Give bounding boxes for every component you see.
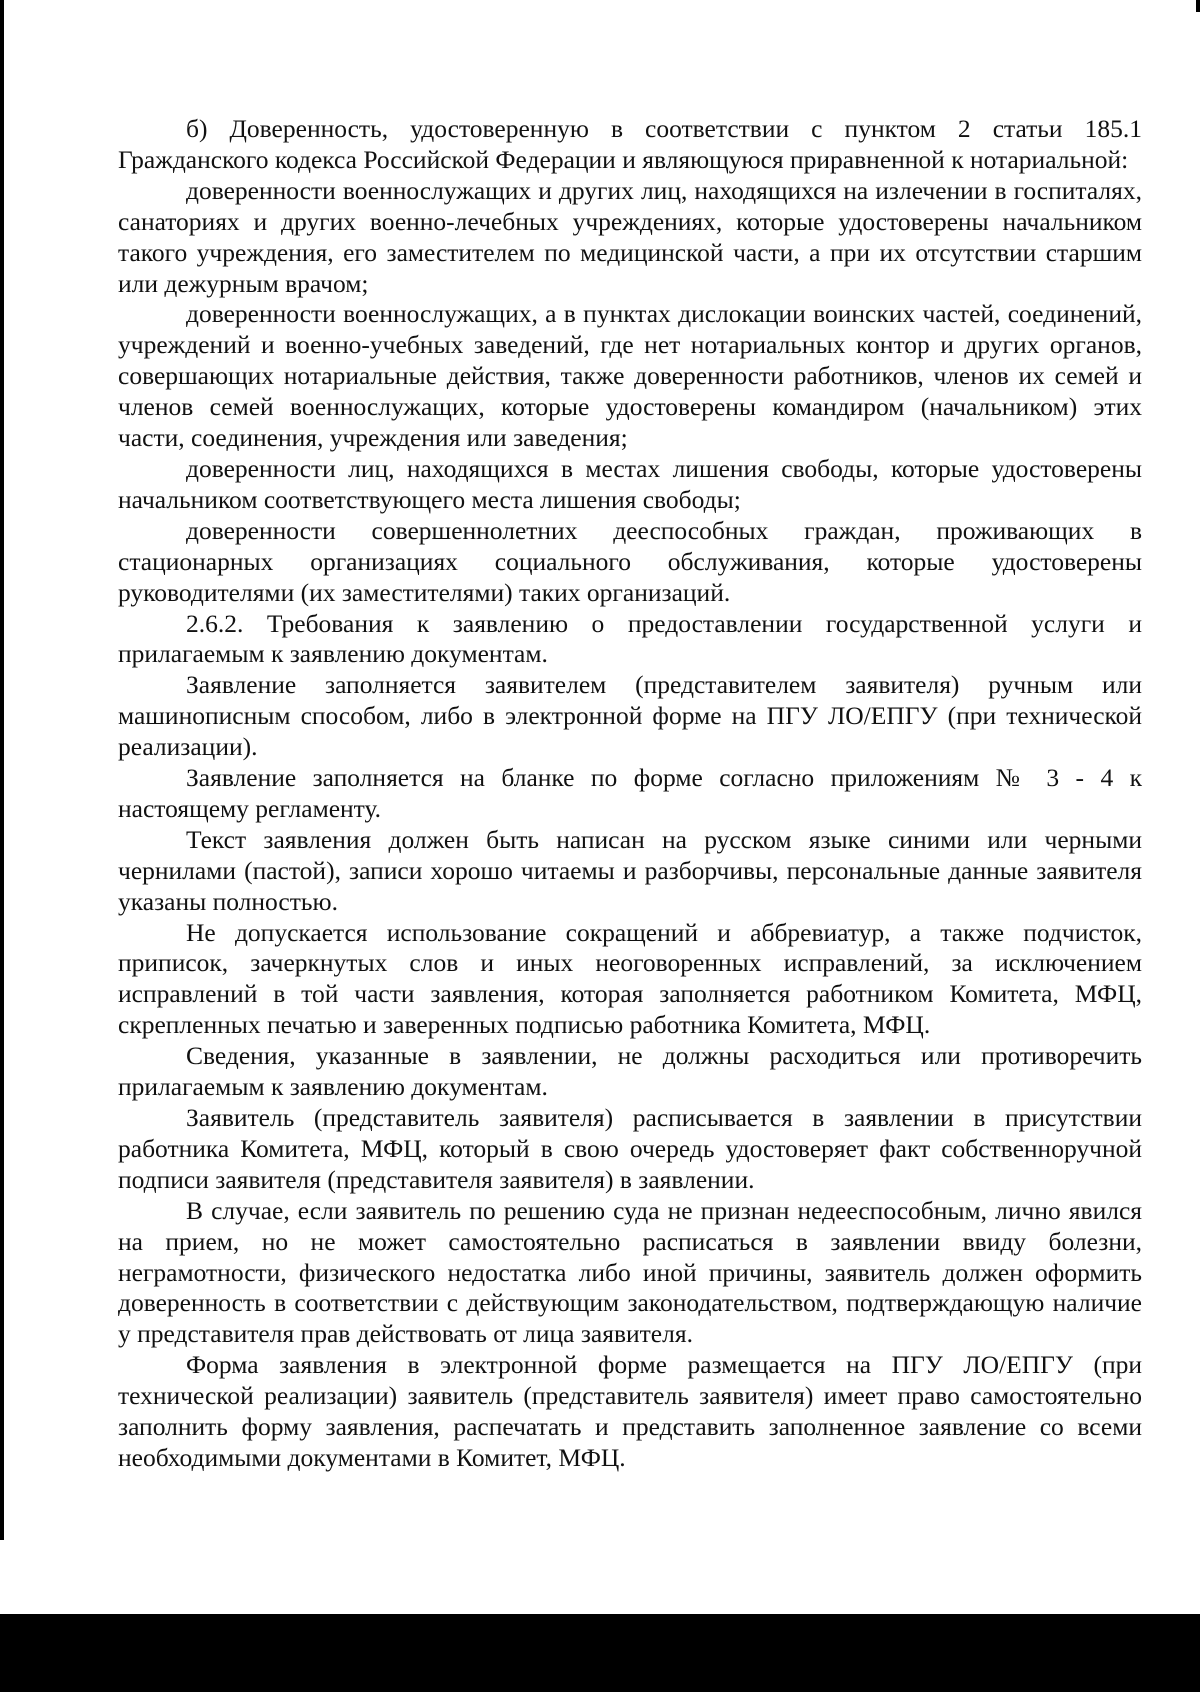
paragraph-4: доверенности лиц, находящихся в местах лишения свободы, которые удостоверены начальником соответствующего места лишения свободы; <box>118 453 1142 514</box>
paragraph-10: Не допускается использование сокращений и аббревиатур, а также подчисток, приписок, зачеркнутых слов и иных неоговоренных исправлений, за исключением исправлений в той части заявления, которая заполняется работником Комитета, МФЦ, скрепленных печатью и заверенных подписью работника Комитета, МФЦ. <box>118 917 1142 1040</box>
scan-left-edge <box>0 0 4 1540</box>
paragraph-2: доверенности военнослужащих и других лиц, находящихся на излечении в госпиталях, санаториях и других военно-лечебных учреждениях, которые удостоверены начальником такого учреждения, его заместителем по медицинской части, а при их отсутствии старшим или дежурным врачом; <box>118 175 1142 298</box>
paragraph-3: доверенности военнослужащих, а в пунктах дислокации воинских частей, соединений, учреждений и военно-учебных заведений, где нет нотариальных контор и других органов, совершающих нотариальные действия, также доверенности работников, членов их семей и членов семей военнослужащих, которые удостоверены командиром (начальником) этих части, соединения, учреждения или заведения; <box>118 299 1142 453</box>
paragraph-9: Текст заявления должен быть написан на русском языке синими или черными чернилами (пастой), записи хорошо читаемы и разборчивы, персональные данные заявителя указаны полностью. <box>118 824 1142 916</box>
scan-bottom-band <box>0 1614 1200 1692</box>
paragraph-1: б) Доверенность, удостоверенную в соответствии с пунктом 2 статьи 185.1 Гражданского кодекса Российской Федерации и являющуюся приравненной к нотариальной: <box>118 114 1142 174</box>
scan-corner-mark <box>1196 0 1200 12</box>
paragraph-6: 2.6.2. Требования к заявлению о предоставлении государственной услуги и прилагаемым к заявлению документам. <box>118 608 1142 669</box>
paragraph-12: Заявитель (представитель заявителя) расписывается в заявлении в присутствии работника Комитета, МФЦ, который в свою очередь удостоверяет факт собственноручной подписи заявителя (представителя заявителя) в заявлении. <box>118 1103 1142 1194</box>
document-body <box>118 114 1142 1474</box>
paragraph-8: Заявление заполняется на бланке по форме согласно приложениям № 3 - 4 к настоящему регламенту. <box>118 763 1142 823</box>
paragraph-7: Заявление заполняется заявителем (представителем заявителя) ручным или машинописным способом, либо в электронной форме на ПГУ ЛО/ЕПГУ (при технической реализации). <box>118 670 1142 762</box>
paragraph-14: Форма заявления в электронной форме размещается на ПГУ ЛО/ЕПГУ (при технической реализации) заявитель (представитель заявителя) имеет право самостоятельно заполнить форму заявления, распечатать и представить заполненное заявление со всеми необходимыми документами в Комитет, МФЦ. <box>118 1350 1142 1472</box>
paragraph-11: Сведения, указанные в заявлении, не должны расходиться или противоречить прилагаемым к заявлению документам. <box>118 1041 1142 1102</box>
paragraph-5: доверенности совершеннолетних дееспособных граждан, проживающих в стационарных организациях социального обслуживания, которые удостоверены руководителями (их заместителями) таких организаций. <box>118 515 1142 607</box>
paragraph-13: В случае, если заявитель по решению суда не признан недееспособным, лично явился на прием, но не может самостоятельно расписаться в заявлении ввиду болезни, неграмотности, физического недостатка либо иной причины, заявитель должен оформить доверенность в соответствии с действующим законодательством, подтверждающую наличие у представителя прав действовать от лица заявителя. <box>118 1195 1142 1349</box>
